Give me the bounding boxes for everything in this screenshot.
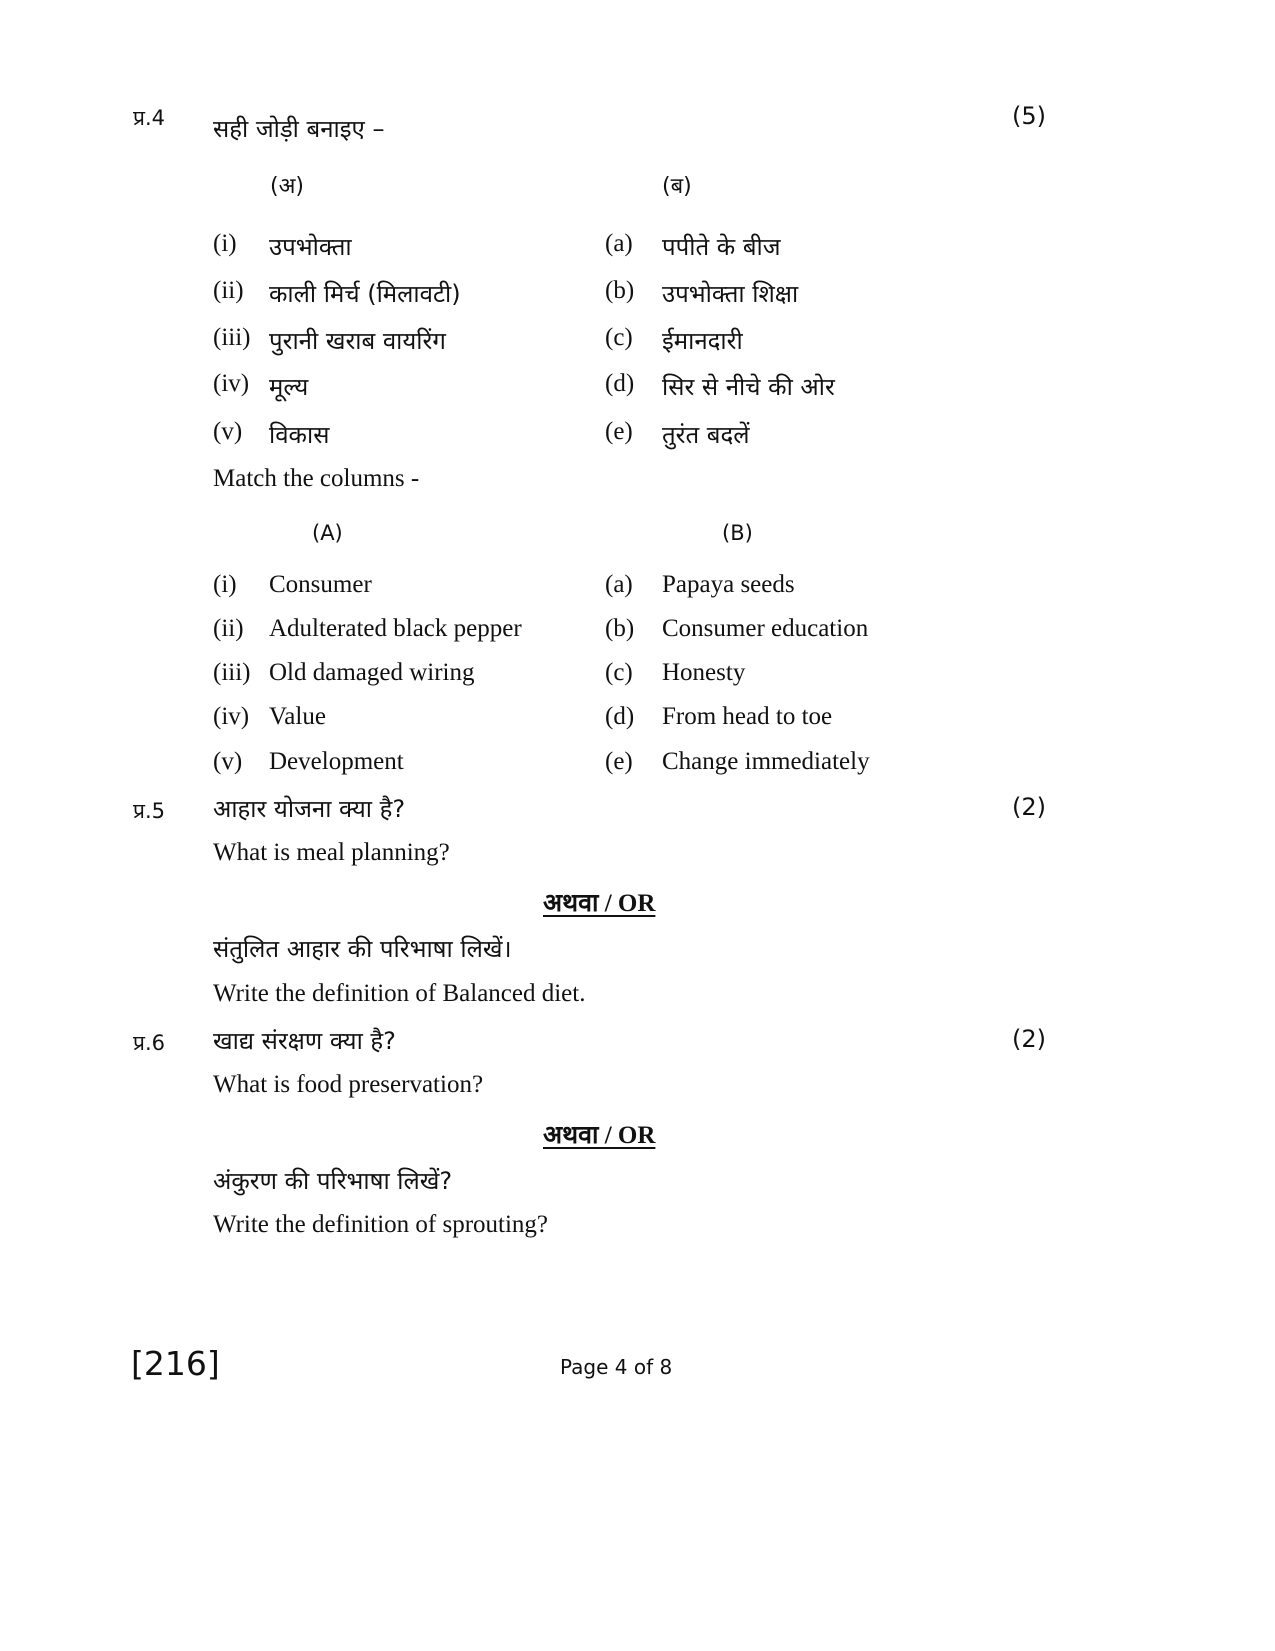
- alternate-question-hindi: संतुलित आहार की परिभाषा लिखें।: [213, 935, 512, 963]
- row-number: (iii): [213, 659, 251, 686]
- marks: (2): [1012, 1025, 1046, 1053]
- or-separator: अथवा / OR: [543, 1122, 656, 1149]
- column-b-item: तुरंत बदलें: [662, 421, 750, 449]
- row-letter: (d): [605, 370, 635, 397]
- column-b-header: (ब): [662, 174, 692, 199]
- column-a-item: Value: [269, 703, 326, 730]
- row-letter: (a): [605, 571, 633, 598]
- row-number: (i): [213, 571, 237, 598]
- column-a-item: विकास: [269, 421, 330, 449]
- column-b-item: Honesty: [662, 659, 746, 686]
- question-text-hindi: सही जोड़ी बनाइए –: [213, 115, 385, 143]
- row-letter: (d): [605, 703, 635, 730]
- row-letter: (e): [605, 748, 633, 775]
- marks: (5): [1012, 102, 1046, 130]
- question-number: प्र.4: [133, 106, 165, 130]
- column-a-item: Adulterated black pepper: [269, 615, 522, 642]
- column-a-item: काली मिर्च (मिलावटी): [269, 280, 461, 308]
- column-a-item: पुरानी खराब वायरिंग: [269, 327, 446, 355]
- paper-code: [216]: [131, 1344, 220, 1383]
- column-b-header: (B): [722, 521, 753, 545]
- column-a-item: Development: [269, 748, 404, 775]
- question-number: प्र.6: [133, 1031, 165, 1055]
- column-b-item: From head to toe: [662, 703, 833, 730]
- column-a-item: Old damaged wiring: [269, 659, 475, 686]
- alternate-question-english: Write the definition of Balanced diet.: [213, 980, 586, 1007]
- column-b-item: Consumer education: [662, 615, 869, 642]
- marks: (2): [1012, 793, 1046, 821]
- column-b-item: ईमानदारी: [662, 327, 743, 355]
- column-a-header: (A): [312, 521, 343, 545]
- row-letter: (a): [605, 230, 633, 257]
- alternate-question-english: Write the definition of sprouting?: [213, 1211, 549, 1238]
- page-number: Page 4 of 8: [560, 1355, 673, 1379]
- question-number: प्र.5: [133, 799, 165, 823]
- column-a-header: (अ): [270, 174, 304, 199]
- row-letter: (c): [605, 324, 633, 351]
- row-letter: (b): [605, 615, 635, 642]
- row-number: (v): [213, 418, 243, 445]
- row-number: (iv): [213, 703, 250, 730]
- column-b-item: सिर से नीचे की ओर: [662, 373, 835, 401]
- column-a-item: उपभोक्ता: [269, 233, 352, 261]
- column-b-item: उपभोक्ता शिक्षा: [662, 280, 799, 308]
- question-text-english: Match the columns -: [213, 465, 420, 492]
- row-number: (iv): [213, 370, 250, 397]
- row-number: (i): [213, 230, 237, 257]
- row-letter: (e): [605, 418, 633, 445]
- row-number: (v): [213, 748, 243, 775]
- column-b-item: पपीते के बीज: [662, 233, 781, 261]
- row-number: (iii): [213, 324, 251, 351]
- column-b-item: Change immediately: [662, 748, 870, 775]
- question-text-english: What is meal planning?: [213, 839, 450, 866]
- row-number: (ii): [213, 615, 244, 642]
- alternate-question-hindi: अंकुरण की परिभाषा लिखें?: [213, 1167, 453, 1195]
- or-separator: अथवा / OR: [543, 890, 656, 917]
- column-a-item: Consumer: [269, 571, 372, 598]
- question-text-english: What is food preservation?: [213, 1071, 484, 1098]
- question-text-hindi: आहार योजना क्या है?: [213, 795, 406, 823]
- question-text-hindi: खाद्य संरक्षण क्या है?: [213, 1027, 396, 1055]
- column-a-item: मूल्य: [269, 373, 309, 401]
- row-number: (ii): [213, 277, 244, 304]
- row-letter: (c): [605, 659, 633, 686]
- column-b-item: Papaya seeds: [662, 571, 795, 598]
- row-letter: (b): [605, 277, 635, 304]
